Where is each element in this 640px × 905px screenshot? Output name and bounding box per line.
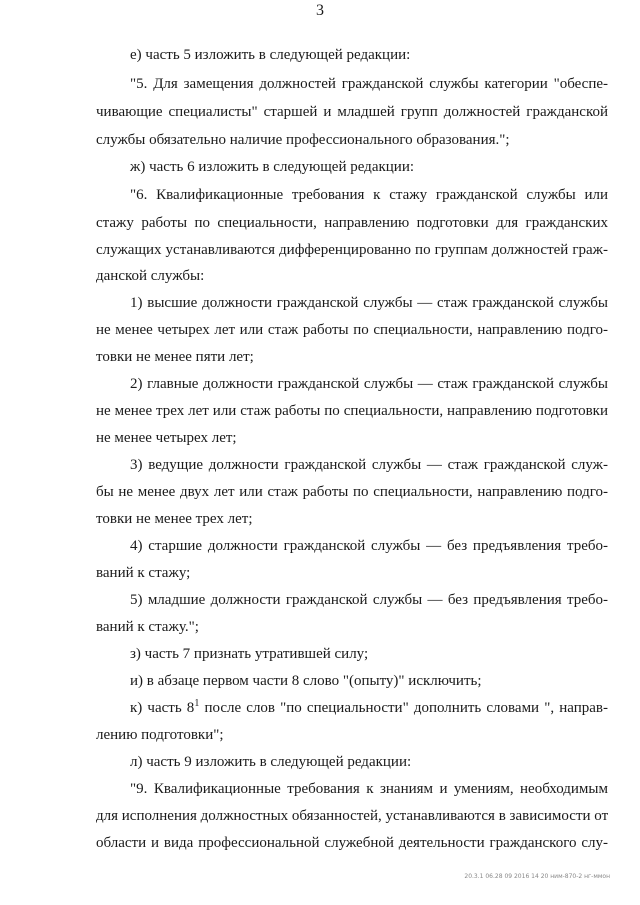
text-segment: к) часть 8 <box>130 700 195 716</box>
text-line: ваний к стажу."; <box>96 619 199 635</box>
text-line: товки не менее пяти лет; <box>96 349 254 365</box>
text-line: не менее четырех лет или стаж работы по специальности, направлению подго- <box>96 322 608 338</box>
text-segment: после слов "по специальности" дополнить словами ", направ- <box>199 700 608 716</box>
text-line: 2) главные должности гражданской службы — стаж гражданской службы <box>130 376 608 392</box>
text-line: стажу работы по специальности, направлению подготовки для гражданских <box>96 215 608 231</box>
page-number: 3 <box>316 2 324 19</box>
text-line: не менее четырех лет; <box>96 430 237 446</box>
text-line: "9. Квалификационные требования к знаниям и умениям, необходимым <box>130 781 608 797</box>
text-line: для исполнения должностных обязанностей, устанавливаются в зависимости от <box>96 808 609 824</box>
text-line: и) в абзаце первом части 8 слово "(опыту)" исключить; <box>130 673 482 689</box>
text-line <box>130 699 608 717</box>
text-line: лению подготовки"; <box>96 727 224 743</box>
text-line: ж) часть 6 изложить в следующей редакции: <box>130 159 415 175</box>
footer-stamp: 20.3.1 06.28 09 2016 14 20 ним-870-2 нг-ммон <box>464 873 610 880</box>
text-line: области и вида профессиональной служебной деятельности гражданского слу- <box>96 835 608 851</box>
text-line: не менее трех лет или стаж работы по специальности, направлению подготовки <box>96 403 608 419</box>
text-line: е) часть 5 изложить в следующей редакции: <box>130 47 411 63</box>
text-line: ваний к стажу; <box>96 565 191 581</box>
text-line: чивающие специалисты" старшей и младшей групп должностей гражданской <box>96 104 608 120</box>
superscript: 1 <box>194 698 200 709</box>
text-line: службы обязательно наличие профессионального образования."; <box>96 132 510 148</box>
text-line: 3) ведущие должности гражданской службы — стаж гражданской служ- <box>130 457 608 473</box>
text-line: л) часть 9 изложить в следующей редакции: <box>130 754 412 770</box>
text-line: 5) младшие должности гражданской службы — без предъявления требо- <box>130 592 608 608</box>
text-line: "6. Квалификационные требования к стажу гражданской службы или <box>130 187 608 203</box>
text-line: 1) высшие должности гражданской службы — стаж гражданской службы <box>130 295 608 311</box>
text-line: 4) старшие должности гражданской службы — без предъявления требо- <box>130 538 608 554</box>
text-line: з) часть 7 признать утратившей силу; <box>130 646 369 662</box>
text-line: товки не менее трех лет; <box>96 511 253 527</box>
text-line: служащих устанавливаются дифференцированно по группам должностей граж- <box>96 242 608 258</box>
text-line: "5. Для замещения должностей гражданской службы категории "обеспе- <box>130 76 608 92</box>
text-line: бы не менее двух лет или стаж работы по специальности, направлению подго- <box>96 484 608 500</box>
text-line: данской службы: <box>96 268 205 284</box>
